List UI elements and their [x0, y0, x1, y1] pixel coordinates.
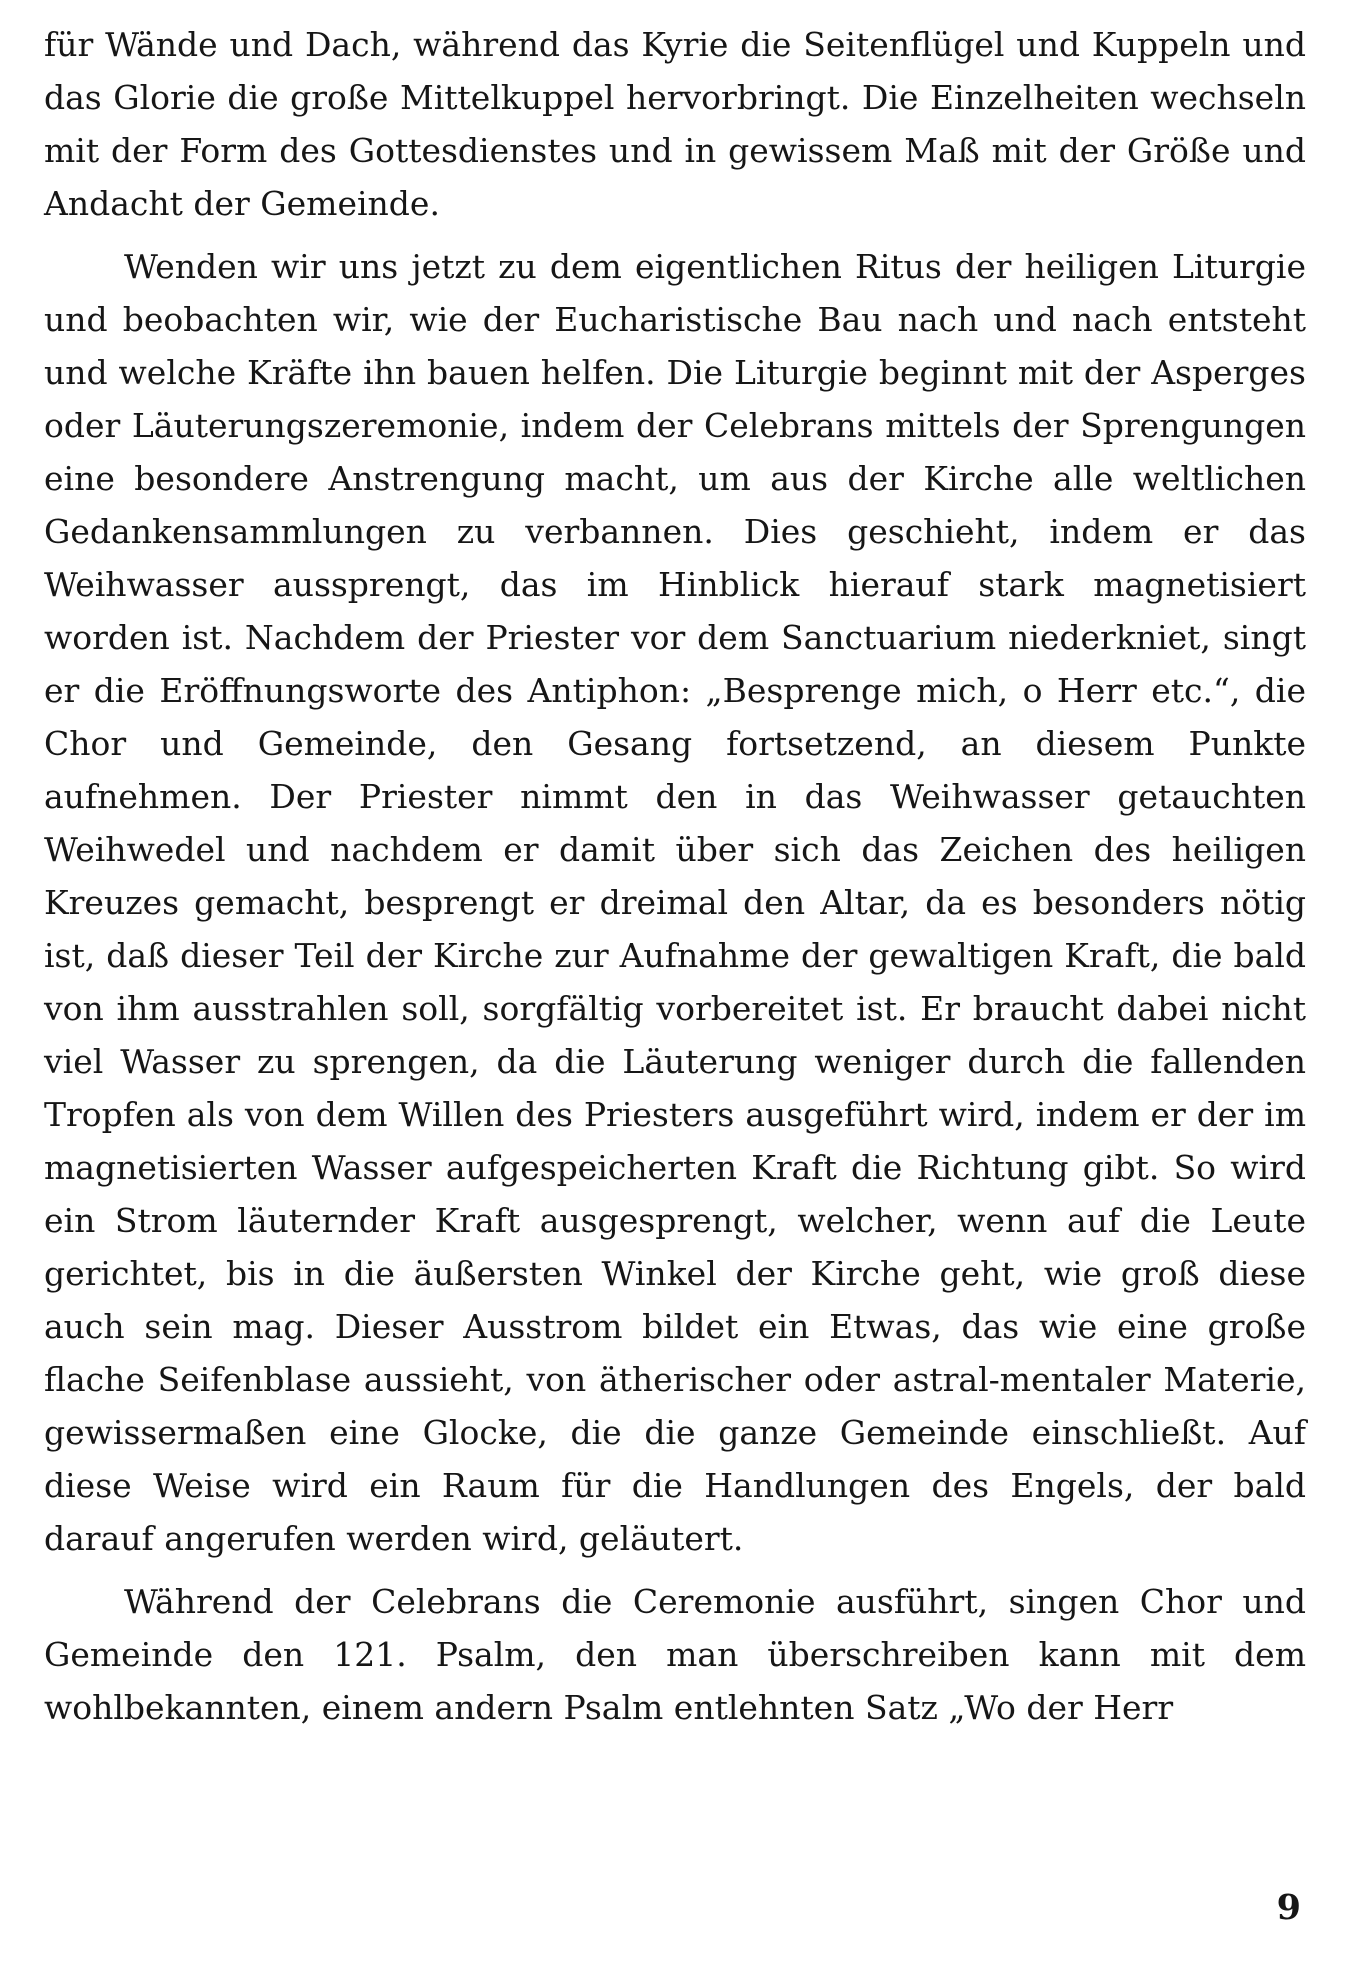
paragraph-2: Wenden wir uns jetzt zu dem eigentlichen Ritus der heiligen Liturgie und beobachten wir, wie der Eucharistische Bau nach und nach entsteht und welche Kräfte ihn bauen helfen. Die Liturgie beginnt mit der Asperges oder Läuterungszeremonie, indem der Celebrans mittels der Sprengungen eine besondere Anstrengung macht, um aus der Kirche alle weltlichen Gedankensammlungen zu verbannen. Dies geschieht, indem er das Weihwasser aussprengt, das im Hinblick hierauf stark magnetisiert worden ist. Nachdem der Priester vor dem Sanctuarium niederkniet, singt er die Eröffnungsworte des Antiphon: „Besprenge mich, o Herr etc.“, die Chor und Gemeinde, den Gesang fortsetzend, an diesem Punkte aufnehmen. Der Priester nimmt den in das Weihwasser getauchten Weihwedel und nachdem er damit über sich das Zeichen des heiligen Kreuzes gemacht, besprengt er dreimal den Altar, da es besonders nötig ist, daß dieser Teil der Kirche zur Aufnahme der gewaltigen Kraft, die bald von ihm ausstrahlen soll, sorgfältig vorbereitet ist. Er braucht dabei nicht viel Wasser zu sprengen, da die Läuterung weniger durch die fallenden Tropfen als von dem Willen des Priesters ausgeführt wird, indem er der im magnetisierten Wasser aufgespeicherten Kraft die Richtung gibt. So wird ein Strom läuternder Kraft ausgesprengt, welcher, wenn auf die Leute gerichtet, bis in die äußersten Winkel der Kirche geht, wie groß diese auch sein mag. Dieser Ausstrom bildet ein Etwas, das wie eine große flache Seifenblase aussieht, von ätherischer oder astral-mentaler Materie, gewissermaßen eine Glocke, die die ganze Gemeinde einschließt. Auf diese Weise wird ein Raum für die Handlungen des Engels, der bald darauf angerufen werden wird, geläutert.: [44, 247, 1306, 1558]
paragraph-1: für Wände und Dach, während das Kyrie die Seitenflügel und Kuppeln und das Glorie die große Mittelkuppel hervorbringt. Die Einzelheiten wechseln mit der Form des Gottesdienstes und in gewissem Maß mit der Größe und Andacht der Gemeinde.: [44, 25, 1306, 223]
paragraph-3: Während der Celebrans die Ceremonie ausführt, singen Chor und Gemeinde den 121. Psalm, den man überschreiben kann mit dem wohlbekannten, einem andern Psalm entlehnten Satz „Wo der Herr: [44, 1582, 1306, 1727]
page-body: [44, 18, 1306, 1734]
page-number: 9: [1276, 1887, 1301, 1928]
